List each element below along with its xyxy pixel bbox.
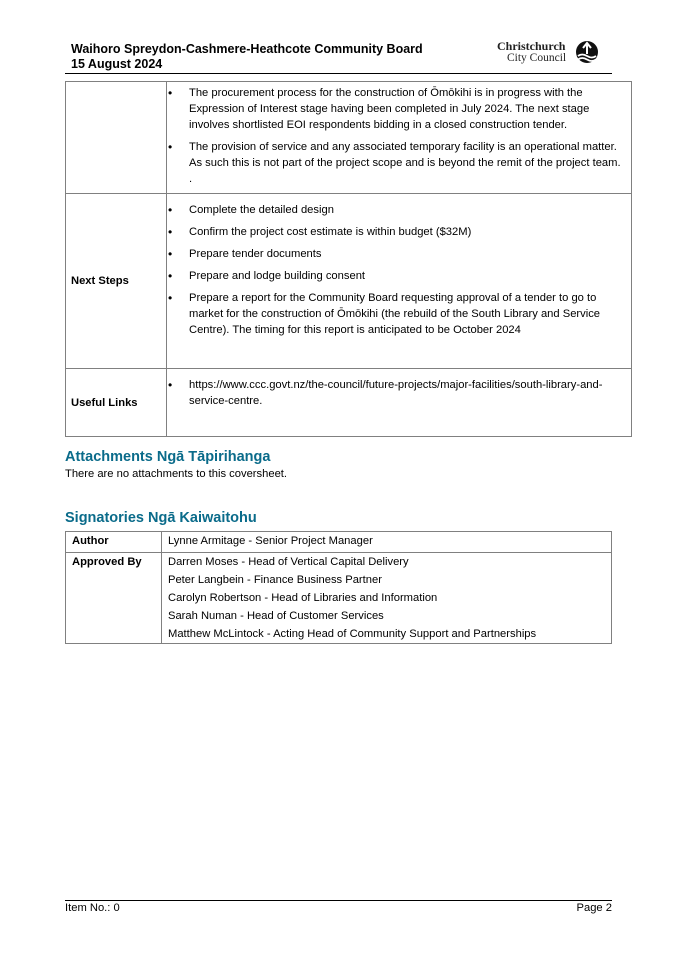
- attachments-heading: Attachments Ngā Tāpirihanga: [65, 449, 271, 465]
- row-content: [167, 369, 632, 437]
- board-name: Waihoro Spreydon-Cashmere-Heathcote Community Board: [71, 42, 423, 56]
- approvers-cell: [162, 553, 612, 644]
- list-item: • Prepare tender documents: [167, 246, 631, 262]
- useful-link[interactable]: • https://www.ccc.govt.nz/the-council/future-projects/major-facilities/south-library-and-service-centre.: [167, 377, 631, 409]
- table-row: [66, 532, 612, 553]
- row-content: [167, 82, 632, 194]
- item-number: Item No.: 0: [65, 902, 120, 914]
- list-item: • Prepare and lodge building consent: [167, 268, 631, 284]
- author-label: Author: [66, 532, 162, 553]
- row-content: [167, 194, 632, 369]
- list-item: • Prepare a report for the Community Board requesting approval of a tender to go to market for the construction of Ōmōkihi (the rebuild of the South Library and Service Centre). The timing for this report is anticipated to be October 2024: [167, 290, 631, 338]
- signatories-table: [65, 531, 612, 644]
- project-details-table: [65, 81, 632, 437]
- bullet-list: [167, 202, 631, 338]
- list-item: • The procurement process for the construction of Ōmōkihi is in progress with the Expression of Interest stage having been completed in July 2024. The next stage involves shortlisted EOI respondents bidding in a closed construction tender.: [167, 85, 631, 133]
- list-item: • Complete the detailed design: [167, 202, 631, 218]
- logo-line1: Christchurch: [497, 39, 566, 53]
- logo-mark-icon: [575, 40, 599, 64]
- approver: Matthew McLintock - Acting Head of Community Support and Partnerships: [168, 628, 537, 640]
- list-item: • The provision of service and any associated temporary facility is an operational matter. As such this is not part of the project scope and is beyond the remit of the project team. .: [167, 139, 631, 187]
- attachments-text: There are no attachments to this coversheet.: [65, 468, 288, 480]
- bullet-list: [167, 377, 631, 409]
- approved-by-label: Approved By: [66, 553, 162, 644]
- table-row: [66, 82, 632, 194]
- table-row: [66, 369, 632, 437]
- table-row: [66, 553, 612, 644]
- table-row: [66, 194, 632, 369]
- row-label: [66, 82, 167, 194]
- council-logo: [497, 40, 602, 68]
- author-value: Lynne Armitage - Senior Project Manager: [162, 532, 612, 553]
- approver: Sarah Numan - Head of Customer Services: [168, 610, 384, 622]
- page-number: Page 2: [576, 902, 612, 914]
- row-label: Next Steps: [66, 194, 167, 369]
- footer-divider: [65, 900, 612, 901]
- approver: Darren Moses - Head of Vertical Capital Delivery: [168, 556, 409, 568]
- row-label: Useful Links: [66, 369, 167, 437]
- approver: Carolyn Robertson - Head of Libraries and Information: [168, 592, 438, 604]
- approver: Peter Langbein - Finance Business Partner: [168, 574, 382, 586]
- bullet-list: [167, 85, 631, 187]
- header-divider: [65, 73, 612, 74]
- logo-line2: City Council: [507, 52, 567, 64]
- header-title: [71, 42, 423, 72]
- meeting-date: 15 August 2024: [71, 57, 163, 71]
- list-item: • Confirm the project cost estimate is within budget ($32M): [167, 224, 631, 240]
- signatories-heading: Signatories Ngā Kaiwaitohu: [65, 510, 257, 526]
